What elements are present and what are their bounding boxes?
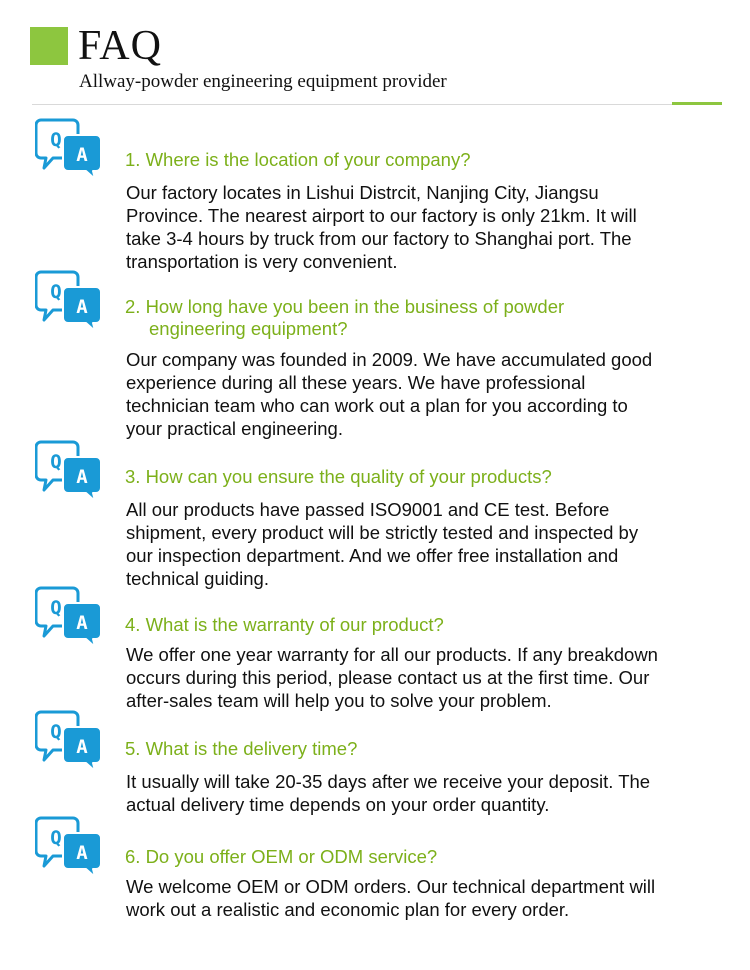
faq-answer-line: technical guiding. <box>126 568 269 589</box>
faq-answer-line: We offer one year warranty for all our products. If any breakdown <box>126 644 658 665</box>
svg-text:Q: Q <box>50 281 62 303</box>
faq-answer-3 <box>126 498 734 590</box>
faq-answer-line: All our products have passed ISO9001 and CE test. Before <box>126 499 610 520</box>
faq-answer-line: We welcome OEM or ODM orders. Our technical department will <box>126 876 656 897</box>
faq-question-text-continued: engineering equipment? <box>149 318 348 339</box>
faq-question-text: 2. How long have you been in the business of powder <box>125 296 565 317</box>
svg-text:A: A <box>76 842 88 864</box>
faq-question-5 <box>125 738 725 760</box>
page-header <box>0 0 750 110</box>
faq-answer-line: It usually will take 20-35 days after we receive your deposit. The <box>126 771 651 792</box>
svg-text:Q: Q <box>50 597 62 619</box>
faq-answer-5 <box>126 770 734 816</box>
faq-question-text: 1. Where is the location of your company? <box>125 149 471 170</box>
page-subtitle: Allway-powder engineering equipment provider <box>79 71 447 92</box>
svg-text:A: A <box>76 736 88 758</box>
header-divider <box>32 104 722 105</box>
faq-question-1 <box>125 149 725 171</box>
faq-question-text: 4. What is the warranty of our product? <box>125 614 444 635</box>
faq-answer-line: work out a realistic and economic plan for every order. <box>126 899 570 920</box>
faq-question-4 <box>125 614 725 636</box>
faq-answer-line: actual delivery time depends on your order quantity. <box>126 794 550 815</box>
faq-answer-line: occurs during this period, please contact us at the first time. Our <box>126 667 650 688</box>
qa-chat-bubbles-icon <box>35 440 103 502</box>
svg-text:Q: Q <box>50 451 62 473</box>
faq-question-6 <box>125 846 725 868</box>
qa-chat-bubbles-icon <box>35 816 103 878</box>
faq-answer-line: our inspection department. And we offer free installation and <box>126 545 619 566</box>
header-divider-accent <box>672 102 722 105</box>
svg-text:A: A <box>76 296 88 318</box>
svg-text:A: A <box>76 144 88 166</box>
faq-answer-line: shipment, every product will be strictly tested and inspected by <box>126 522 639 543</box>
faq-answer-line: Our company was founded in 2009. We have accumulated good <box>126 349 653 370</box>
qa-chat-bubbles-icon <box>35 710 103 772</box>
faq-answer-6 <box>126 875 734 921</box>
svg-text:A: A <box>76 466 88 488</box>
faq-answer-line: experience during all these years. We have professional <box>126 372 586 393</box>
faq-answer-line: transportation is very convenient. <box>126 251 398 272</box>
faq-question-2 <box>125 296 725 340</box>
faq-answer-4 <box>126 643 734 712</box>
svg-text:Q: Q <box>50 827 62 849</box>
title-accent-square <box>30 27 68 65</box>
faq-answer-line: Province. The nearest airport to our factory is only 21km. It will <box>126 205 637 226</box>
faq-answer-line: technician team who can work out a plan for you according to <box>126 395 628 416</box>
svg-text:Q: Q <box>50 129 62 151</box>
faq-question-text: 3. How can you ensure the quality of your products? <box>125 466 552 487</box>
faq-answer-line: Our factory locates in Lishui Distrcit, Nanjing City, Jiangsu <box>126 182 599 203</box>
svg-text:A: A <box>76 612 88 634</box>
faq-answer-line: after-sales team will help you to solve your problem. <box>126 690 552 711</box>
faq-question-text: 6. Do you offer OEM or ODM service? <box>125 846 438 867</box>
faq-question-text: 5. What is the delivery time? <box>125 738 358 759</box>
faq-answer-line: your practical engineering. <box>126 418 343 439</box>
faq-answer-line: take 3-4 hours by truck from our factory to Shanghai port. The <box>126 228 632 249</box>
qa-chat-bubbles-icon <box>35 118 103 180</box>
faq-answer-1 <box>126 181 734 273</box>
svg-text:Q: Q <box>50 721 62 743</box>
qa-chat-bubbles-icon <box>35 270 103 332</box>
page-title: FAQ <box>78 23 162 69</box>
faq-answer-2 <box>126 348 734 440</box>
qa-chat-bubbles-icon <box>35 586 103 648</box>
faq-question-3 <box>125 466 725 488</box>
